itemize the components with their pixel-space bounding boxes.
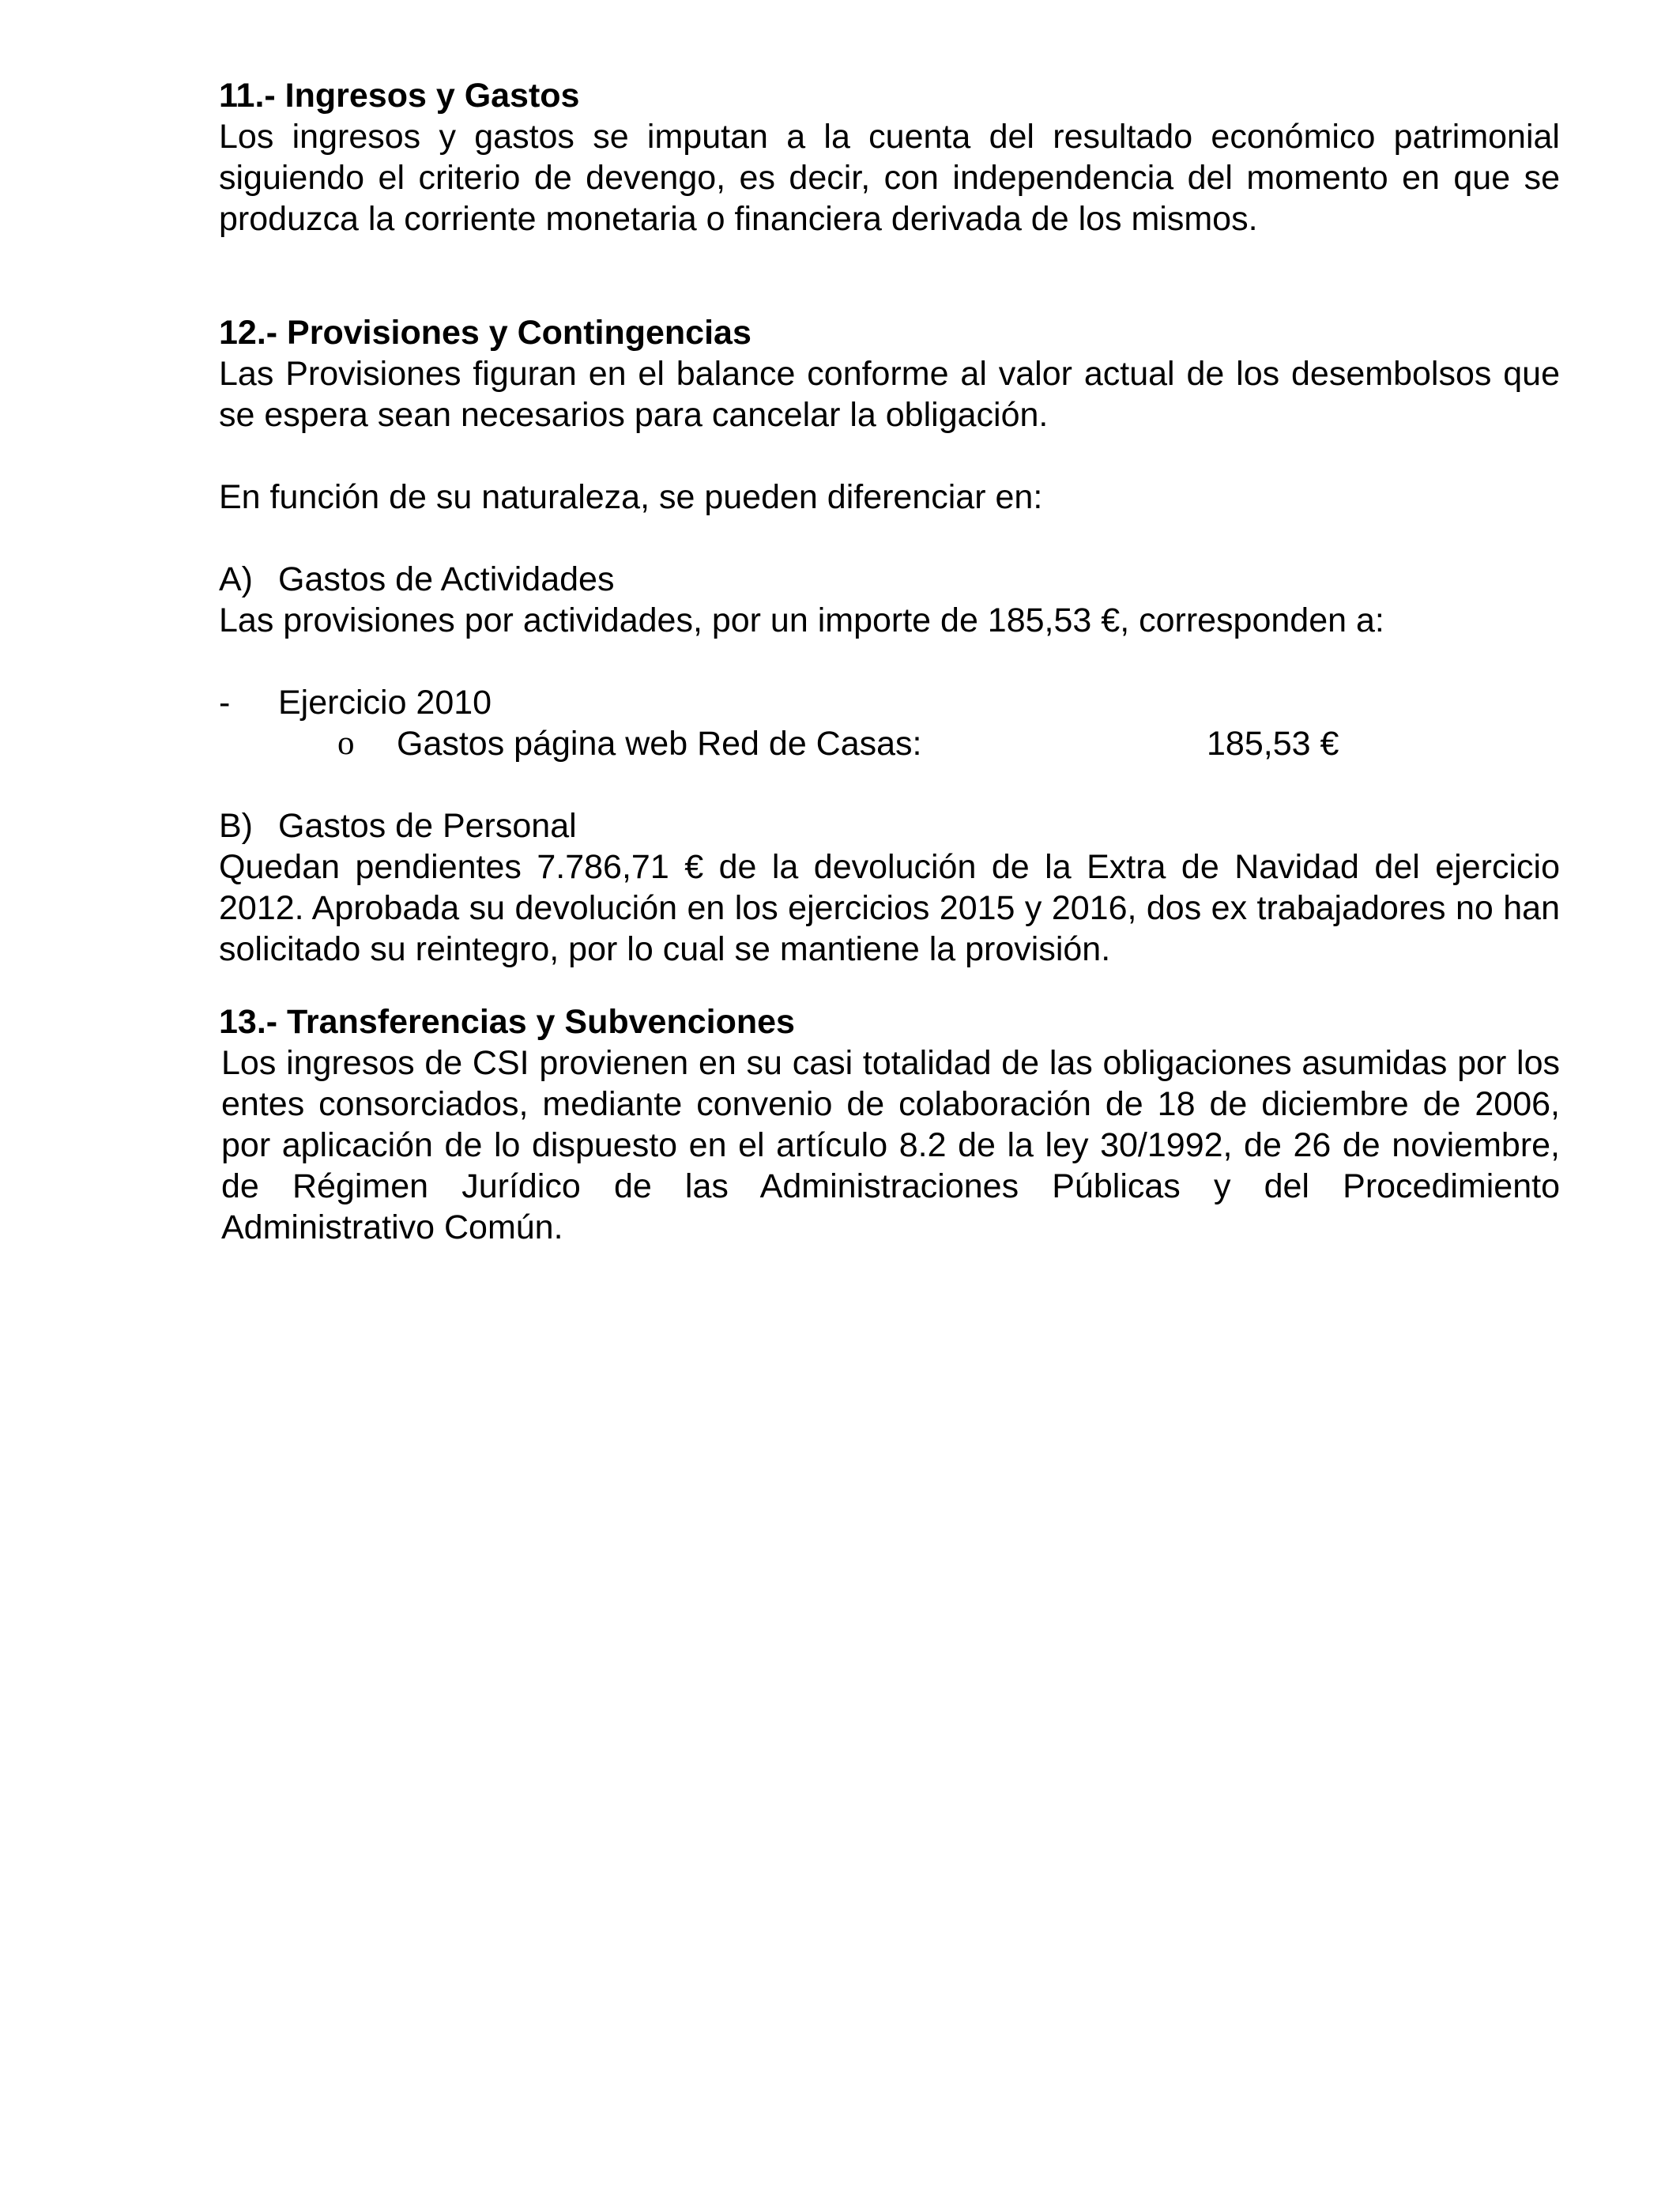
provision-item-actividades bbox=[219, 559, 1560, 764]
sub-item-amount: 185,53 € bbox=[1207, 725, 1339, 763]
dash-list-item bbox=[219, 682, 1560, 723]
section-paragraph: Los ingresos de CSI provienen en su casi totalidad de las obligaciones asumidas por los entes consorciados, mediante convenio de colaboración de 18 de diciembre de 2006, por aplicación de lo dispuesto en el artículo 8.2 de la ley 30/1992, de 26 de noviembre, de Régimen Jurídico de las Administraciones Públicas y del Procedimiento Administrativo Común. bbox=[221, 1044, 1560, 1246]
dash-text: Ejercicio 2010 bbox=[278, 684, 492, 722]
section-provisiones-contingencias bbox=[219, 312, 1560, 970]
section-paragraph: Los ingresos y gastos se imputan a la cuenta del resultado económico patrimonial siguiendo el criterio de devengo, es decir, con independencia del momento en que se produzca la corriente monetaria o financiera derivada de los mismos. bbox=[219, 118, 1560, 238]
item-title: Gastos de Actividades bbox=[278, 560, 615, 598]
section-paragraph: En función de su naturaleza, se pueden diferenciar en: bbox=[219, 478, 1043, 516]
section-transferencias-subvenciones bbox=[219, 1001, 1560, 1248]
section-heading: 13.- Transferencias y Subvenciones bbox=[219, 1003, 795, 1041]
item-text: Las provisiones por actividades, por un importe de 185,53 €, corresponden a: bbox=[219, 601, 1384, 639]
section-ingresos-gastos bbox=[219, 75, 1560, 239]
dash-marker: - bbox=[219, 684, 231, 722]
list-marker: A) bbox=[219, 560, 253, 598]
section-heading: 12.- Provisiones y Contingencias bbox=[219, 314, 751, 352]
document-page bbox=[219, 75, 1560, 1248]
item-text: Quedan pendientes 7.786,71 € de la devolución de la Extra de Navidad del ejercicio 2012. Aprobada su devolución en los ejercicios 2015 y 2016, dos ex trabajadores no han solicitado su reintegro, por lo cual se mantiene la provisión. bbox=[219, 848, 1560, 968]
bullet-marker: o bbox=[337, 725, 355, 762]
section-paragraph: Las Provisiones figuran en el balance conforme al valor actual de los desembolsos que se espera sean necesarios para cancelar la obligación. bbox=[219, 355, 1560, 434]
sub-list-item bbox=[219, 723, 1560, 764]
section-heading: 11.- Ingresos y Gastos bbox=[219, 77, 580, 115]
provision-item-personal bbox=[219, 805, 1560, 970]
sub-item-label: Gastos página web Red de Casas: bbox=[397, 725, 922, 763]
item-title: Gastos de Personal bbox=[278, 807, 577, 845]
list-marker: B) bbox=[219, 807, 253, 845]
